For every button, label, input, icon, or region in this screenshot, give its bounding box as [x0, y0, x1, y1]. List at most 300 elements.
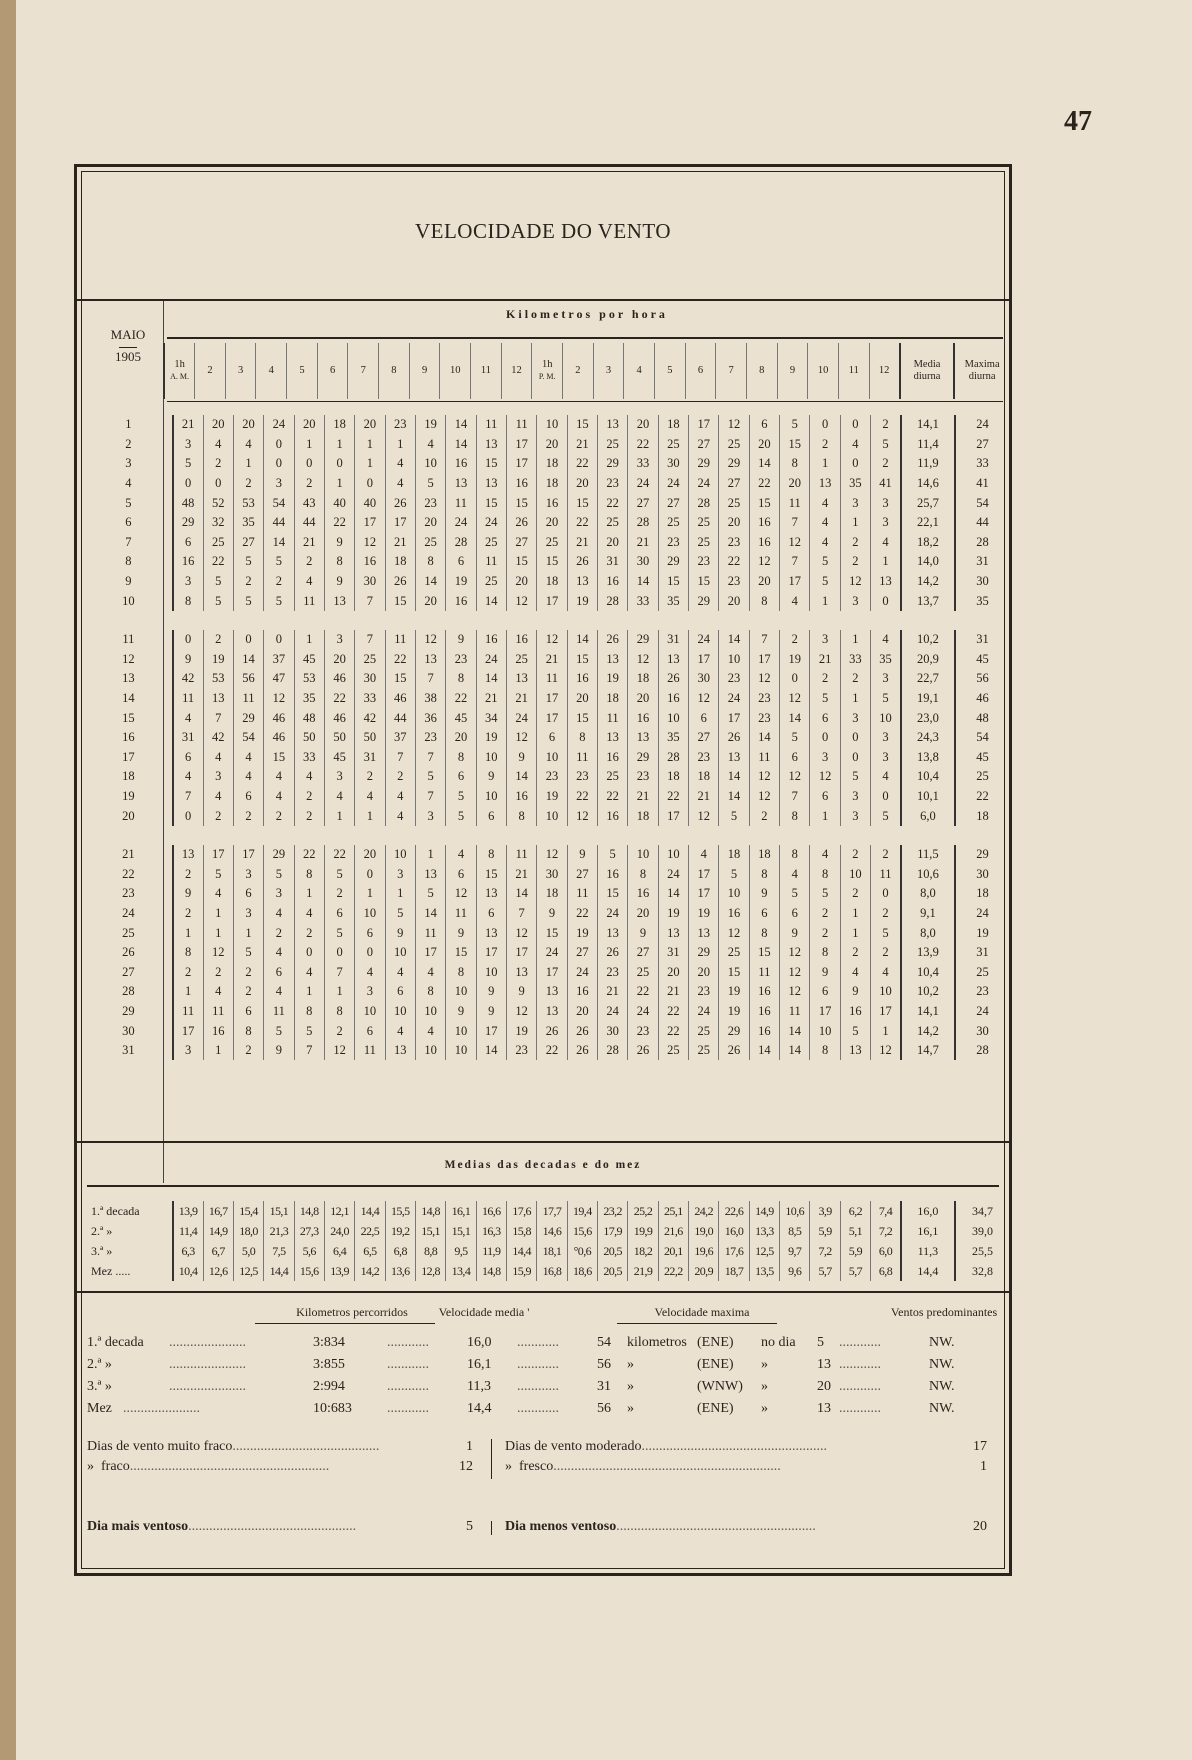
hour-value: 4 — [264, 787, 294, 807]
hour-value: 24 — [628, 474, 658, 494]
hour-value: 15 — [567, 415, 597, 435]
hour-value: 14 — [719, 767, 749, 787]
hour-value: 17 — [719, 708, 749, 728]
hour-value: 15 — [749, 493, 779, 513]
hour-value: 2 — [203, 962, 233, 982]
hour-value: 4 — [264, 982, 294, 1002]
summary-leader: ............ — [517, 1379, 559, 1394]
hour-value: 5 — [871, 806, 901, 826]
hour-value: 19 — [203, 650, 233, 670]
hour-value: 0 — [264, 454, 294, 474]
hour-value: 24 — [264, 415, 294, 435]
hour-value: 5 — [385, 904, 415, 924]
hour-value: 7 — [173, 787, 203, 807]
hour-value: 2 — [355, 767, 385, 787]
decade-hour-mean: 16,1 — [446, 1201, 476, 1221]
decade-hour-mean: 9,6 — [780, 1261, 810, 1281]
summary-max: 56 — [597, 1357, 611, 1372]
hour-value: 8 — [749, 864, 779, 884]
hour-value: 21 — [567, 533, 597, 553]
hour-value: 11 — [203, 1002, 233, 1022]
hour-value: 11 — [355, 1041, 385, 1061]
hour-value: 23 — [628, 1021, 658, 1041]
table-row — [85, 435, 1009, 455]
decade-media: 11,3 — [901, 1241, 955, 1261]
hour-value: 2 — [324, 884, 354, 904]
hour-value: 21 — [689, 787, 719, 807]
summary-vento: NW. — [929, 1379, 955, 1394]
table-row — [85, 748, 1009, 768]
hour-value: 22 — [567, 513, 597, 533]
hour-value: 35 — [233, 513, 263, 533]
hour-value: 14 — [476, 669, 506, 689]
hour-value: 1 — [355, 435, 385, 455]
decade-hour-mean: 19,6 — [689, 1241, 719, 1261]
hour-value: 17 — [233, 845, 263, 865]
maxima-header-line: Maxima — [964, 359, 1000, 370]
hour-value: 31 — [173, 728, 203, 748]
hour-value: 5 — [810, 572, 840, 592]
hour-value: 5 — [780, 728, 810, 748]
hour-value: 12 — [719, 415, 749, 435]
hour-value: 18 — [689, 767, 719, 787]
maxima-diurna: 24 — [955, 1002, 1009, 1022]
decade-hour-mean: 14,8 — [294, 1201, 324, 1221]
hour-value: 7 — [780, 513, 810, 533]
hour-value: 0 — [840, 728, 870, 748]
decade-hour-mean: 6,8 — [871, 1261, 901, 1281]
hour-value: 31 — [597, 552, 627, 572]
hour-value: 11 — [749, 962, 779, 982]
hour-value: 25 — [658, 513, 688, 533]
hour-value: 15 — [476, 493, 506, 513]
header-velocidade-media: Velocidade media ' — [438, 1305, 530, 1319]
hour-value: 4 — [840, 435, 870, 455]
hour-value: 38 — [415, 689, 445, 709]
maxima-diurna: 30 — [955, 1021, 1009, 1041]
decade-hour-mean: 16,8 — [537, 1261, 567, 1281]
summary-row — [87, 1377, 997, 1397]
dias-fresco-value: 1 — [980, 1459, 987, 1474]
hour-value: 20 — [597, 533, 627, 553]
hour-value: 53 — [203, 669, 233, 689]
hour-value: 24 — [476, 513, 506, 533]
hour-value: 20 — [689, 962, 719, 982]
hour-value: 29 — [628, 630, 658, 650]
hour-value: 29 — [689, 943, 719, 963]
hour-value: 10 — [810, 1021, 840, 1041]
hour-value: 0 — [780, 669, 810, 689]
media-header-line: diurna — [913, 371, 941, 382]
hour-value: 20 — [324, 650, 354, 670]
decade-hour-mean: 12,1 — [324, 1201, 354, 1221]
hour-value: 25 — [355, 650, 385, 670]
hour-value: 6 — [233, 787, 263, 807]
decade-hour-mean: 10,4 — [173, 1261, 203, 1281]
hour-value: 25 — [597, 513, 627, 533]
table-row — [85, 669, 1009, 689]
dia-menos-ventoso-label: Dia menos ventoso — [505, 1519, 617, 1534]
hour-value: 46 — [264, 708, 294, 728]
hour-value: 12 — [506, 728, 536, 748]
hour-value: 8 — [173, 943, 203, 963]
page-title: VELOCIDADE DO VENTO — [414, 219, 672, 243]
hour-value: 6 — [476, 904, 506, 924]
hour-value: 13 — [324, 591, 354, 611]
decade-hour-mean: 8,5 — [780, 1221, 810, 1241]
hour-value: 24 — [506, 708, 536, 728]
dias-fraco-value: 12 — [459, 1459, 473, 1474]
rule-under-hour-header — [167, 401, 1003, 402]
hour-header-main: 4 — [268, 365, 274, 376]
hour-value: 27 — [567, 943, 597, 963]
media-diurna: 19,1 — [901, 689, 955, 709]
hour-value: 3 — [385, 864, 415, 884]
decade-hour-mean: 27,3 — [294, 1221, 324, 1241]
decade-hour-mean: 11,9 — [476, 1241, 506, 1261]
hour-value: 13 — [689, 923, 719, 943]
hour-value: 2 — [203, 454, 233, 474]
hour-value: 5 — [233, 943, 263, 963]
decade-hour-mean: 22,2 — [658, 1261, 688, 1281]
decade-label: 2.ª » — [91, 1223, 113, 1238]
day-number: 16 — [122, 730, 135, 745]
hour-value: 11 — [264, 1002, 294, 1022]
hour-value: 14 — [415, 904, 445, 924]
summary-label: 3.ª » — [87, 1379, 112, 1394]
media-diurna: 10,6 — [901, 864, 955, 884]
hour-value: 9 — [476, 1002, 506, 1022]
hour-value: 22 — [749, 474, 779, 494]
hour-value: 5 — [810, 689, 840, 709]
hour-value: 16 — [597, 864, 627, 884]
hour-value: 4 — [173, 767, 203, 787]
hour-value: 13 — [415, 864, 445, 884]
table-row — [85, 689, 1009, 709]
decade-hour-mean: 8,8 — [415, 1241, 445, 1261]
summary-leader: ...................... — [169, 1335, 246, 1350]
hour-value: 5 — [871, 435, 901, 455]
hour-value: 1 — [840, 923, 870, 943]
hour-value: 3 — [264, 474, 294, 494]
hour-value: 15 — [476, 454, 506, 474]
hour-header-21 — [777, 343, 808, 399]
hour-value: 22 — [658, 1021, 688, 1041]
summary-leader: ............ — [517, 1335, 559, 1350]
hour-value: 15 — [446, 943, 476, 963]
day-number: 26 — [122, 945, 135, 960]
hour-value: 9 — [264, 1041, 294, 1061]
hour-value: 6 — [780, 748, 810, 768]
summary-dir: (WNW) — [697, 1379, 743, 1394]
hour-value: 2 — [840, 845, 870, 865]
hour-value: 5 — [264, 591, 294, 611]
hour-value: 4 — [871, 533, 901, 553]
hour-value: 28 — [658, 748, 688, 768]
hour-value: 10 — [476, 748, 506, 768]
hour-value: 10 — [355, 904, 385, 924]
hour-value: 47 — [264, 669, 294, 689]
hour-value: 21 — [385, 533, 415, 553]
table-row — [85, 630, 1009, 650]
hour-value: 16 — [506, 474, 536, 494]
hour-value: 4 — [294, 904, 324, 924]
hour-value: 15 — [264, 748, 294, 768]
decade-hour-mean: 17,9 — [597, 1221, 627, 1241]
hour-value: 8 — [415, 552, 445, 572]
dias-fraco — [87, 1457, 329, 1477]
hour-value: 10 — [446, 1021, 476, 1041]
hour-value: 0 — [871, 787, 901, 807]
hour-value: 8 — [173, 591, 203, 611]
hour-header-main: 11 — [848, 365, 859, 376]
rule-under-group-header — [167, 337, 1003, 339]
hour-value: 16 — [749, 513, 779, 533]
hour-value: 18 — [537, 572, 567, 592]
decade-hour-mean: 6,7 — [203, 1241, 233, 1261]
decade-hour-mean: 19,9 — [628, 1221, 658, 1241]
daily-data-table — [85, 415, 1009, 1060]
hour-value: 24 — [658, 474, 688, 494]
hour-value: 50 — [324, 728, 354, 748]
hour-value: 16 — [597, 572, 627, 592]
hour-header-main: 1h — [541, 359, 553, 370]
table-row — [85, 982, 1009, 1002]
hour-value: 34 — [476, 708, 506, 728]
hour-value: 4 — [294, 962, 324, 982]
hour-value: 35 — [294, 689, 324, 709]
hour-value: 1 — [233, 454, 263, 474]
summary-row — [87, 1399, 997, 1419]
hour-value: 2 — [840, 533, 870, 553]
hour-value: 17 — [537, 708, 567, 728]
hour-value: 9 — [780, 923, 810, 943]
hour-value: 10 — [537, 415, 567, 435]
hour-value: 11 — [780, 493, 810, 513]
hour-value: 14 — [446, 435, 476, 455]
summary-max: 54 — [597, 1335, 611, 1350]
maxima-diurna: 31 — [955, 552, 1009, 572]
hour-value: 27 — [628, 493, 658, 513]
hour-value: 50 — [294, 728, 324, 748]
hour-value: 22 — [628, 982, 658, 1002]
hour-value: 4 — [810, 513, 840, 533]
decade-hour-mean: 10,6 — [780, 1201, 810, 1221]
hour-value: 21 — [537, 650, 567, 670]
maxima-diurna: 23 — [955, 982, 1009, 1002]
hour-value: 17 — [476, 1021, 506, 1041]
hour-value: 1 — [810, 591, 840, 611]
hour-header-main: 2 — [207, 365, 213, 376]
hour-value: 20 — [749, 572, 779, 592]
hour-value: 12 — [780, 982, 810, 1002]
hour-value: 5 — [203, 591, 233, 611]
hour-value: 4 — [385, 806, 415, 826]
hour-value: 6 — [324, 904, 354, 924]
hour-header-main: 9 — [421, 365, 428, 376]
dia-mais-ventoso — [87, 1517, 356, 1537]
hour-value: 15 — [385, 669, 415, 689]
hour-value: 20 — [780, 474, 810, 494]
hour-value: 6 — [173, 748, 203, 768]
maxima-diurna: 45 — [955, 748, 1009, 768]
hour-header-23 — [838, 343, 869, 399]
decade-hour-mean: 22,5 — [355, 1221, 385, 1241]
header-velocidade-maxima: Velocidade maxima — [654, 1305, 750, 1319]
hour-value: 53 — [294, 669, 324, 689]
hour-value: 18 — [658, 767, 688, 787]
hour-value: 13 — [415, 650, 445, 670]
hour-value: 2 — [294, 787, 324, 807]
hour-value: 33 — [840, 650, 870, 670]
decade-hour-mean: 15,5 — [385, 1201, 415, 1221]
hour-value: 11 — [415, 923, 445, 943]
hour-value: 18 — [537, 474, 567, 494]
hour-value: 0 — [173, 806, 203, 826]
decade-hour-mean: 7,5 — [264, 1241, 294, 1261]
summary-dia-word: » — [761, 1379, 768, 1394]
hour-value: 5 — [871, 689, 901, 709]
hour-value: 1 — [810, 454, 840, 474]
hour-value: 29 — [628, 748, 658, 768]
hour-value: 21 — [567, 435, 597, 455]
hour-header-row — [164, 343, 1009, 399]
decade-hour-mean: 5,9 — [810, 1221, 840, 1241]
summary-dia: 5 — [817, 1335, 824, 1350]
table-row — [85, 767, 1009, 787]
media-diurna: 8,0 — [901, 923, 955, 943]
hour-value: 14 — [780, 708, 810, 728]
hour-value: 17 — [871, 1002, 901, 1022]
hour-value: 25 — [658, 1041, 688, 1061]
hour-header-6 — [317, 343, 348, 399]
hour-value: 13 — [810, 474, 840, 494]
hour-value: 28 — [628, 513, 658, 533]
hour-value: 30 — [355, 572, 385, 592]
hour-value: 3 — [324, 767, 354, 787]
day-number: 19 — [122, 788, 135, 803]
hour-value: 14 — [446, 415, 476, 435]
hour-value: 0 — [840, 415, 870, 435]
hour-value: 12 — [780, 943, 810, 963]
hour-value: 15 — [537, 923, 567, 943]
hour-value: 14 — [476, 1041, 506, 1061]
hour-value: 24 — [689, 1002, 719, 1022]
book-spine — [0, 0, 16, 1760]
hour-value: 1 — [385, 884, 415, 904]
hour-value: 12 — [446, 884, 476, 904]
media-diurna: 14,0 — [901, 552, 955, 572]
dias-fraco-leader: ......................................................... — [129, 1459, 330, 1474]
hour-value: 28 — [689, 493, 719, 513]
hour-value: 30 — [628, 552, 658, 572]
hour-header-main: 6 — [697, 365, 704, 376]
hour-header-14 — [563, 343, 594, 399]
maxima-diurna: 54 — [955, 728, 1009, 748]
decade-hour-mean: 21,3 — [264, 1221, 294, 1241]
hour-value: 7 — [415, 787, 445, 807]
hour-value: 11 — [567, 748, 597, 768]
hour-value: 25 — [597, 767, 627, 787]
hour-value: 21 — [506, 689, 536, 709]
hour-value: 4 — [324, 787, 354, 807]
decade-hour-mean: 6,2 — [840, 1201, 870, 1221]
hour-value: 22 — [324, 513, 354, 533]
hour-value: 43 — [294, 493, 324, 513]
hour-value: 48 — [294, 708, 324, 728]
table-row — [85, 572, 1009, 592]
hour-value: 4 — [385, 787, 415, 807]
hour-value: 6 — [476, 806, 506, 826]
day-number: 1 — [125, 417, 132, 432]
media-diurna: 13,7 — [901, 591, 955, 611]
hour-header-13 — [532, 343, 563, 399]
rule-above-medias — [77, 1141, 1009, 1143]
media-diurna: 14,2 — [901, 572, 955, 592]
decade-hour-mean: 16,3 — [476, 1221, 506, 1241]
media-diurna: 24,3 — [901, 728, 955, 748]
hour-header-4 — [256, 343, 287, 399]
summary-km: 3:834 — [313, 1335, 345, 1350]
table-row — [85, 1041, 1009, 1061]
day-number: 30 — [122, 1023, 135, 1038]
hour-value: 2 — [173, 962, 203, 982]
hour-value: 8 — [446, 669, 476, 689]
hour-value: 0 — [355, 864, 385, 884]
hour-value: 29 — [233, 708, 263, 728]
hour-value: 16 — [567, 669, 597, 689]
hour-value: 23 — [597, 962, 627, 982]
hour-value: 13 — [597, 728, 627, 748]
table-row — [85, 533, 1009, 553]
hour-value: 27 — [689, 435, 719, 455]
summary-leader: ............ — [839, 1357, 881, 1372]
hour-value: 10 — [628, 845, 658, 865]
hour-value: 12 — [264, 689, 294, 709]
day-number: 17 — [122, 749, 135, 764]
hour-value: 9 — [173, 650, 203, 670]
hour-value: 24 — [597, 904, 627, 924]
hour-value: 2 — [233, 806, 263, 826]
hour-value: 5 — [780, 415, 810, 435]
group-header: Kilometros por hora — [506, 307, 668, 321]
hour-value: 22 — [597, 787, 627, 807]
hour-value: 14 — [749, 1041, 779, 1061]
hour-value: 22 — [446, 689, 476, 709]
hour-value: 19 — [537, 787, 567, 807]
hour-value: 16 — [537, 493, 567, 513]
hour-value: 22 — [203, 552, 233, 572]
hour-value: 11 — [871, 864, 901, 884]
summary-vento: NW. — [929, 1357, 955, 1372]
table-row — [85, 513, 1009, 533]
hour-value: 30 — [658, 454, 688, 474]
decade-hour-mean: 5,6 — [294, 1241, 324, 1261]
hour-value: 20 — [567, 689, 597, 709]
media-diurna: 14,2 — [901, 1021, 955, 1041]
hour-value: 15 — [689, 572, 719, 592]
hour-header-2 — [195, 343, 226, 399]
month-label: MAIO — [110, 327, 146, 342]
dias-moderado-leader: ..................................................... — [641, 1439, 827, 1454]
hour-value: 12 — [780, 533, 810, 553]
hour-value: 33 — [355, 689, 385, 709]
hour-value: 12 — [780, 962, 810, 982]
table-row — [85, 474, 1009, 494]
hour-value: 12 — [810, 767, 840, 787]
maxima-diurna: 22 — [955, 787, 1009, 807]
hour-value: 24 — [567, 962, 597, 982]
